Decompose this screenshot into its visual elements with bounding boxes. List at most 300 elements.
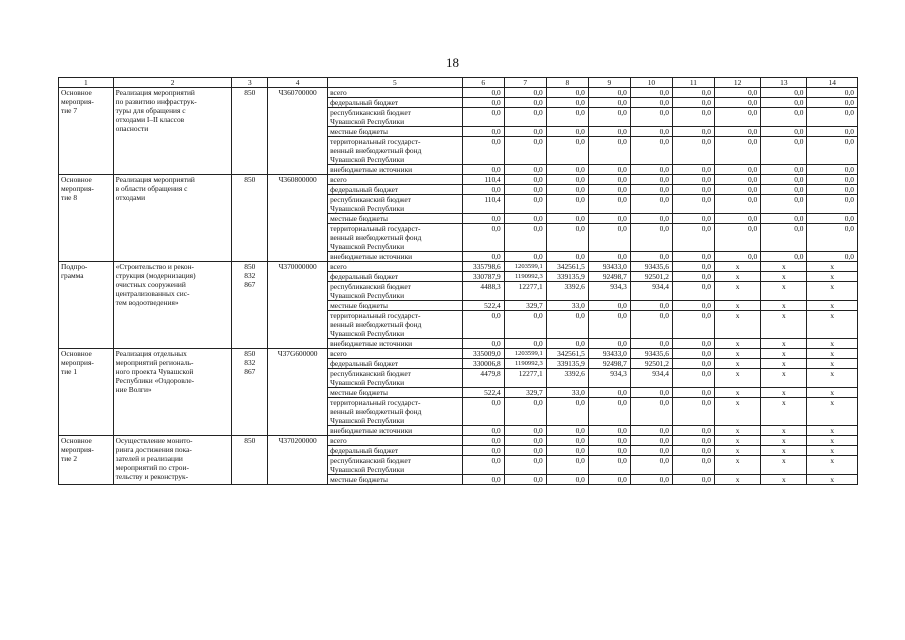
value-cell: x	[714, 272, 760, 282]
cell-line: тие 8	[61, 193, 78, 202]
value-cell: x	[714, 369, 760, 388]
value-cell: 0,0	[588, 108, 630, 127]
header-cell: 4	[268, 78, 328, 88]
cell-line: Осуществление монито-	[115, 436, 193, 445]
value-cell: 0,0	[588, 252, 630, 262]
value-cell: 0,0	[630, 98, 672, 108]
value-cell: x	[807, 398, 858, 426]
value-cell: 0,0	[761, 185, 807, 195]
value-cell: 0,0	[546, 339, 588, 349]
value-cell: 0,0	[462, 127, 504, 137]
block-type-cell	[59, 175, 114, 262]
value-cell: 0,0	[546, 311, 588, 339]
source-cell	[328, 446, 463, 456]
page-number: 18	[446, 55, 459, 70]
value-cell: x	[761, 388, 807, 398]
value-cell: 0,0	[807, 88, 858, 98]
cell-line: Чувашской Республики	[330, 117, 405, 126]
value-cell: x	[807, 311, 858, 339]
block-type-cell	[59, 88, 114, 175]
source-cell	[328, 88, 463, 98]
value-cell: 0,0	[504, 436, 546, 446]
value-cell: 0,0	[761, 98, 807, 108]
cell-line: 850	[244, 175, 256, 184]
source-cell	[328, 311, 463, 339]
value-cell: 0,0	[807, 214, 858, 224]
value-cell: 0,0	[504, 165, 546, 175]
cell-line: тем водоотведения»	[115, 298, 179, 307]
value-cell: 0,0	[630, 456, 672, 475]
value-cell: 0,0	[672, 195, 714, 214]
value-cell: x	[807, 349, 858, 359]
value-cell: 0,0	[630, 214, 672, 224]
value-cell: 0,0	[462, 108, 504, 127]
cell-line: внебюджетные источники	[330, 426, 413, 435]
value-cell: 0,0	[630, 398, 672, 426]
block-code-cell	[232, 262, 268, 349]
value-cell: 0,0	[672, 165, 714, 175]
source-cell	[328, 339, 463, 349]
value-cell: 0,0	[462, 426, 504, 436]
value-cell: 0,0	[807, 175, 858, 185]
header-cell: 6	[462, 78, 504, 88]
value-cell: 0,0	[462, 185, 504, 195]
value-cell: 0,0	[672, 359, 714, 369]
cell-line: Основное	[61, 349, 92, 358]
block-code-cell	[232, 175, 268, 262]
value-cell: 0,0	[630, 252, 672, 262]
block-type-cell	[59, 436, 114, 485]
header-cell: 8	[546, 78, 588, 88]
value-cell: 0,0	[761, 224, 807, 252]
value-cell: 0,0	[630, 165, 672, 175]
value-cell: 0,0	[714, 88, 760, 98]
cell-line: внебюджетные источники	[330, 252, 413, 261]
value-cell: 4488,3	[462, 282, 504, 301]
cell-line: внебюджетные источники	[330, 165, 413, 174]
cell-line: по развитию инфраструк-	[115, 97, 197, 106]
value-cell: 0,0	[672, 301, 714, 311]
cell-line: 850	[244, 436, 256, 445]
value-cell: 0,0	[588, 456, 630, 475]
value-cell: 0,0	[807, 127, 858, 137]
value-cell: 0,0	[630, 137, 672, 165]
cell-line: местные бюджеты	[330, 388, 388, 397]
value-cell: 0,0	[546, 165, 588, 175]
value-cell: 0,0	[588, 195, 630, 214]
value-cell: 0,0	[588, 175, 630, 185]
value-cell: 0,0	[504, 426, 546, 436]
cell-line: опасности	[115, 124, 149, 133]
source-cell	[328, 165, 463, 175]
value-cell: 0,0	[588, 436, 630, 446]
block-title-cell	[113, 175, 232, 262]
value-cell: 0,0	[672, 282, 714, 301]
source-cell	[328, 369, 463, 388]
value-cell: x	[714, 282, 760, 301]
value-cell: x	[714, 456, 760, 475]
value-cell: 0,0	[630, 88, 672, 98]
header-cell: 7	[504, 78, 546, 88]
value-cell: 0,0	[807, 98, 858, 108]
value-cell: 0,0	[672, 388, 714, 398]
value-cell: 0,0	[504, 185, 546, 195]
value-cell: 0,0	[546, 185, 588, 195]
value-cell: 335798,6	[462, 262, 504, 272]
block-code-cell	[232, 349, 268, 436]
value-cell: 0,0	[714, 175, 760, 185]
value-cell: 0,0	[672, 137, 714, 165]
value-cell: 0,0	[504, 88, 546, 98]
value-cell: 1190992,3	[504, 272, 546, 282]
value-cell: 0,0	[714, 127, 760, 137]
value-cell: 33,0	[546, 388, 588, 398]
cell-line: 867	[244, 367, 256, 376]
value-cell: x	[807, 301, 858, 311]
value-cell: x	[807, 359, 858, 369]
value-cell: 0,0	[588, 127, 630, 137]
value-cell: x	[807, 339, 858, 349]
value-cell: x	[761, 301, 807, 311]
table-row	[59, 436, 858, 446]
cell-line: республиканский бюджет	[330, 195, 411, 204]
cell-line: Чувашской Республики	[330, 465, 405, 474]
value-cell: x	[807, 456, 858, 475]
cell-line: местные бюджеты	[330, 127, 388, 136]
value-cell: 0,0	[761, 175, 807, 185]
value-cell: x	[807, 475, 858, 485]
value-cell: 93435,6	[630, 262, 672, 272]
value-cell: 0,0	[807, 185, 858, 195]
value-cell: 0,0	[588, 475, 630, 485]
value-cell: x	[714, 475, 760, 485]
block-type-cell	[59, 349, 114, 436]
value-cell: x	[807, 436, 858, 446]
source-cell	[328, 359, 463, 369]
value-cell: 0,0	[462, 137, 504, 165]
source-cell	[328, 301, 463, 311]
header-cell: 12	[714, 78, 760, 88]
value-cell: 0,0	[630, 446, 672, 456]
value-cell: 0,0	[714, 252, 760, 262]
value-cell: 0,0	[546, 224, 588, 252]
value-cell: 339135,9	[546, 359, 588, 369]
cell-line: всего	[330, 262, 347, 271]
value-cell: 0,0	[588, 165, 630, 175]
value-cell: 0,0	[807, 137, 858, 165]
cell-line: струкция (модернизация)	[115, 271, 196, 280]
value-cell: 335009,0	[462, 349, 504, 359]
value-cell: 0,0	[504, 398, 546, 426]
value-cell: 0,0	[588, 398, 630, 426]
value-cell: 0,0	[630, 108, 672, 127]
cell-line: ного проекта Чувашской	[115, 367, 194, 376]
value-cell: 0,0	[504, 224, 546, 252]
cell-line: мероприя-	[61, 445, 94, 454]
cell-line: Подпро-	[61, 262, 88, 271]
value-cell: 0,0	[462, 252, 504, 262]
value-cell: 92501,2	[630, 272, 672, 282]
value-cell: 0,0	[462, 456, 504, 475]
value-cell: 0,0	[588, 214, 630, 224]
cell-line: грамма	[61, 271, 84, 280]
value-cell: 0,0	[714, 224, 760, 252]
header-cell: 9	[588, 78, 630, 88]
value-cell: 0,0	[504, 98, 546, 108]
value-cell: 0,0	[761, 137, 807, 165]
cell-line: 832	[244, 271, 256, 280]
cell-line: всего	[330, 175, 347, 184]
value-cell: 0,0	[630, 224, 672, 252]
value-cell: 329,7	[504, 301, 546, 311]
value-cell: x	[807, 426, 858, 436]
value-cell: 0,0	[630, 388, 672, 398]
value-cell: 93433,0	[588, 349, 630, 359]
value-cell: 0,0	[588, 137, 630, 165]
value-cell: x	[714, 398, 760, 426]
value-cell: 4479,8	[462, 369, 504, 388]
source-cell	[328, 108, 463, 127]
source-cell	[328, 475, 463, 485]
source-cell	[328, 98, 463, 108]
value-cell: x	[714, 446, 760, 456]
value-cell: 0,0	[462, 214, 504, 224]
cell-line: республиканский бюджет	[330, 282, 411, 291]
value-cell: 12277,1	[504, 369, 546, 388]
block-classifier-cell: Ч360700000	[268, 88, 328, 175]
value-cell: 0,0	[546, 252, 588, 262]
value-cell: 0,0	[462, 475, 504, 485]
value-cell: 93435,6	[630, 349, 672, 359]
cell-line: Основное	[61, 436, 92, 445]
cell-line: местные бюджеты	[330, 301, 388, 310]
source-cell	[328, 252, 463, 262]
value-cell: 0,0	[588, 301, 630, 311]
cell-line: Чувашской Республики	[330, 378, 405, 387]
value-cell: 0,0	[546, 108, 588, 127]
value-cell: x	[761, 311, 807, 339]
cell-line: венный внебюджетный фонд	[330, 233, 422, 242]
cell-line: 850	[244, 349, 256, 358]
value-cell: x	[761, 272, 807, 282]
value-cell: 0,0	[630, 195, 672, 214]
source-cell	[328, 436, 463, 446]
cell-line: Чувашской Республики	[330, 416, 405, 425]
value-cell: x	[761, 262, 807, 272]
cell-line: отходами	[115, 193, 146, 202]
value-cell: 0,0	[672, 475, 714, 485]
block-classifier-cell: Ч370000000	[268, 262, 328, 349]
value-cell: x	[761, 446, 807, 456]
value-cell: 0,0	[504, 446, 546, 456]
value-cell: 0,0	[672, 339, 714, 349]
value-cell: 0,0	[504, 108, 546, 127]
cell-line: Чувашской Республики	[330, 155, 405, 164]
header-cell: 10	[630, 78, 672, 88]
value-cell: 330787,9	[462, 272, 504, 282]
cell-line: территориальный государст-	[330, 224, 421, 233]
value-cell: 0,0	[546, 137, 588, 165]
value-cell: 0,0	[504, 339, 546, 349]
cell-line: Основное	[61, 175, 92, 184]
cell-line: ние Волги»	[115, 385, 152, 394]
source-cell	[328, 426, 463, 436]
value-cell: 0,0	[714, 98, 760, 108]
value-cell: x	[761, 456, 807, 475]
cell-line: централизованных сис-	[115, 289, 190, 298]
value-cell: 0,0	[761, 88, 807, 98]
value-cell: x	[761, 426, 807, 436]
cell-line: 832	[244, 358, 256, 367]
cell-line: Основное	[61, 88, 92, 97]
value-cell: 0,0	[504, 456, 546, 475]
cell-line: мероприя-	[61, 97, 94, 106]
value-cell: 0,0	[672, 252, 714, 262]
cell-line: мероприя-	[61, 184, 94, 193]
value-cell: 92498,7	[588, 359, 630, 369]
cell-line: мероприя-	[61, 358, 94, 367]
header-cell: 1	[59, 78, 114, 88]
cell-line: федеральный бюджет	[330, 98, 399, 107]
value-cell: 1203599,1	[504, 262, 546, 272]
value-cell: 0,0	[546, 456, 588, 475]
value-cell: 0,0	[672, 272, 714, 282]
value-cell: 0,0	[807, 224, 858, 252]
cell-line: республиканский бюджет	[330, 108, 411, 117]
block-classifier-cell: Ч37G600000	[268, 349, 328, 436]
source-cell	[328, 137, 463, 165]
header-cell: 5	[328, 78, 463, 88]
value-cell: 0,0	[462, 88, 504, 98]
table-row	[59, 262, 858, 272]
value-cell: 92498,7	[588, 272, 630, 282]
header-cell: 2	[113, 78, 232, 88]
value-cell: 92501,2	[630, 359, 672, 369]
value-cell: x	[807, 282, 858, 301]
value-cell: 0,0	[504, 252, 546, 262]
cell-line: «Строительство и рекон-	[115, 262, 195, 271]
value-cell: 0,0	[807, 165, 858, 175]
source-cell	[328, 175, 463, 185]
value-cell: 934,3	[588, 369, 630, 388]
value-cell: 0,0	[504, 127, 546, 137]
value-cell: 522,4	[462, 388, 504, 398]
value-cell: 0,0	[761, 127, 807, 137]
table-row	[59, 349, 858, 359]
value-cell: 0,0	[462, 436, 504, 446]
source-cell	[328, 185, 463, 195]
value-cell: 0,0	[630, 185, 672, 195]
cell-line: туры для обращения с	[115, 106, 186, 115]
value-cell: 0,0	[761, 195, 807, 214]
value-cell: 0,0	[672, 88, 714, 98]
value-cell: 0,0	[672, 127, 714, 137]
block-classifier-cell: Ч370200000	[268, 436, 328, 485]
value-cell: 0,0	[630, 339, 672, 349]
block-title-cell	[113, 262, 232, 349]
cell-line: отходами I–II классов	[115, 115, 185, 124]
cell-line: местные бюджеты	[330, 475, 388, 484]
cell-line: венный внебюджетный фонд	[330, 146, 422, 155]
cell-line: территориальный государст-	[330, 137, 421, 146]
cell-line: тие 7	[61, 106, 78, 115]
value-cell: 0,0	[672, 185, 714, 195]
value-cell: 0,0	[672, 436, 714, 446]
value-cell: x	[761, 339, 807, 349]
value-cell: 0,0	[630, 311, 672, 339]
value-cell: 0,0	[504, 311, 546, 339]
header-cell: 13	[761, 78, 807, 88]
cell-line: местные бюджеты	[330, 214, 388, 223]
value-cell: 0,0	[807, 252, 858, 262]
value-cell: 0,0	[807, 195, 858, 214]
cell-line: Чувашской Республики	[330, 329, 405, 338]
value-cell: x	[714, 339, 760, 349]
value-cell: 0,0	[630, 426, 672, 436]
value-cell: 0,0	[672, 311, 714, 339]
value-cell: 0,0	[588, 311, 630, 339]
value-cell: 1203599,1	[504, 349, 546, 359]
value-cell: 0,0	[588, 388, 630, 398]
cell-line: 867	[244, 280, 256, 289]
value-cell: x	[761, 349, 807, 359]
value-cell: x	[761, 282, 807, 301]
cell-line: территориальный государст-	[330, 398, 421, 407]
value-cell: x	[807, 369, 858, 388]
cell-line: в области обращения с	[115, 184, 188, 193]
cell-line: республиканский бюджет	[330, 456, 411, 465]
cell-line: тельству и реконструк-	[115, 472, 189, 481]
value-cell: 0,0	[462, 98, 504, 108]
cell-line: федеральный бюджет	[330, 446, 399, 455]
value-cell: 0,0	[546, 127, 588, 137]
value-cell: 934,4	[630, 369, 672, 388]
value-cell: x	[807, 272, 858, 282]
value-cell: 342561,5	[546, 349, 588, 359]
block-code-cell	[232, 88, 268, 175]
value-cell: 0,0	[546, 436, 588, 446]
header-cell: 14	[807, 78, 858, 88]
value-cell: 0,0	[588, 224, 630, 252]
value-cell: 0,0	[546, 426, 588, 436]
value-cell: x	[714, 359, 760, 369]
header-row	[59, 78, 858, 88]
value-cell: 3392,6	[546, 369, 588, 388]
value-cell: 0,0	[672, 369, 714, 388]
value-cell: 0,0	[672, 446, 714, 456]
value-cell: 342561,5	[546, 262, 588, 272]
cell-line: всего	[330, 349, 347, 358]
value-cell: 0,0	[714, 108, 760, 127]
cell-line: венный внебюджетный фонд	[330, 407, 422, 416]
value-cell: 0,0	[546, 398, 588, 426]
value-cell: 0,0	[546, 88, 588, 98]
value-cell: x	[714, 388, 760, 398]
source-cell	[328, 262, 463, 272]
cell-line: мероприятий по строи-	[115, 463, 189, 472]
cell-line: Чувашской Республики	[330, 242, 405, 251]
value-cell: 0,0	[714, 165, 760, 175]
block-title-cell	[113, 436, 232, 485]
source-cell	[328, 349, 463, 359]
source-cell	[328, 224, 463, 252]
value-cell: 0,0	[714, 185, 760, 195]
value-cell: 0,0	[672, 349, 714, 359]
cell-line: 850	[244, 88, 256, 97]
source-cell	[328, 388, 463, 398]
value-cell: 0,0	[672, 456, 714, 475]
value-cell: 329,7	[504, 388, 546, 398]
